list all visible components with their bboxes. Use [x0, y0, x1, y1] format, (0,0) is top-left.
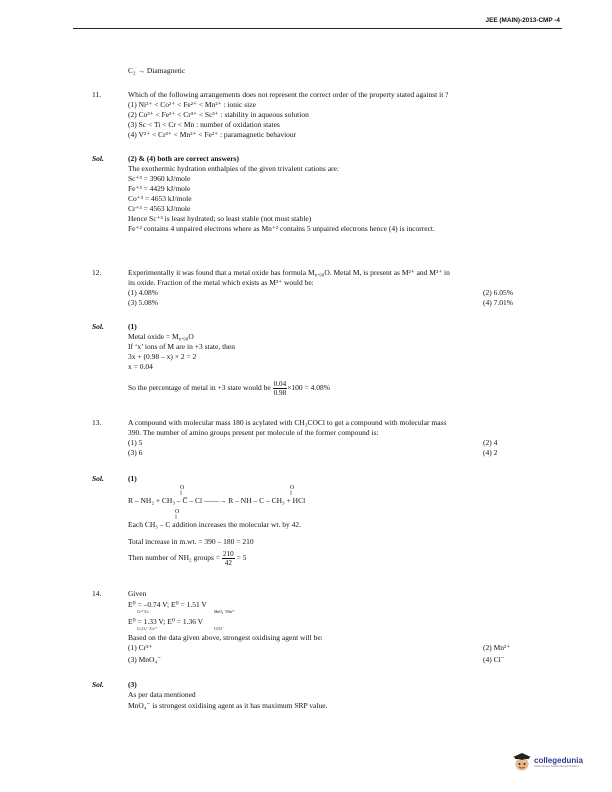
carbonyl-double-bond: || — [175, 515, 178, 520]
question-12-stem-line-2: its oxide. Fraction of the metal which exists as M³⁺ would be: — [128, 278, 314, 287]
carbonyl-double-bond: || — [290, 491, 293, 496]
question-12-option-3: (3) 5.08% — [128, 298, 158, 307]
acylation-reaction: R – NH₂ + CH₃ – C̅ – Cl ——→ R – NH – C – CH₃ + HCl — [128, 496, 306, 505]
potential-subscript: Cl/Cl⁻ — [214, 627, 225, 631]
question-14-stem: Based on the data given above, strongest oxidising agent will be: — [128, 633, 323, 642]
fraction-denominator: 42 — [224, 559, 232, 567]
potential-subscript: Cr₂O₇²⁻/Cr³⁺ — [137, 627, 158, 631]
solution-12-line: x = 0.04 — [128, 362, 153, 371]
question-14-option-1: (1) Cr³⁺ — [128, 643, 153, 652]
intro-line: C₂ → Diamagnetic — [128, 66, 186, 75]
question-13-stem-line-1: A compound with molecular mass 180 is acylated with CH₃COCl to get a compound with molecular mass — [128, 418, 447, 427]
solution-11-line: The exothermic hydration enthalpies of the given trivalent cations are: — [128, 164, 339, 173]
carbonyl-double-bond: || — [180, 491, 183, 496]
question-13-option-1: (1) 5 — [128, 438, 143, 447]
solution-12-answer: (1) — [128, 322, 137, 331]
question-12-option-4: (4) 7.01% — [483, 298, 513, 307]
solution-11-line: Cr⁺³ = 4563 kJ/mole — [128, 204, 191, 213]
solution-11-line: Sc⁺³ = 3960 kJ/mole — [128, 174, 191, 183]
solution-12-line: If ‘x’ ions of M are in +3 state, then — [128, 342, 235, 351]
solution-12-line: Metal oxide = M₀.₉₈O — [128, 332, 194, 341]
solution-14-label: Sol. — [92, 680, 104, 689]
solution-14-line: As per data mentioned — [128, 690, 196, 699]
carbonyl-oxygen: O — [175, 509, 180, 515]
question-12-option-2: (2) 6.05% — [483, 288, 513, 297]
question-13-option-2: (2) 4 — [483, 438, 498, 447]
logo-name: collegedunia — [534, 756, 583, 765]
question-14-option-3: (3) MnO₄⁻ — [128, 655, 162, 664]
solution-11-line: Hence Sc⁺³ is least hydrated; so least stable (not most stable) — [128, 214, 312, 223]
solution-14-line: MnO₄⁻ is strongest oxidising agent as it has maximum SRP value. — [128, 701, 328, 710]
logo-tagline: India's largest Student Review Platform — [534, 765, 580, 768]
question-14-option-2: (2) Mn²⁺ — [483, 643, 511, 652]
solution-13-line: Each CH₃ – C addition increases the molecular wt. by 42. — [128, 520, 301, 529]
question-11-option-2: (2) Co³⁺ < Fe³⁺ < Cr³⁺ < Sc³⁺ : stability in aqueous solution — [128, 110, 309, 119]
fraction-denominator: 0.98 — [273, 389, 287, 397]
solution-13-line: Total increase in m.wt. = 390 – 180 = 210 — [128, 537, 254, 546]
solution-11-line: Co⁺³ = 4653 kJ/mole — [128, 194, 192, 203]
question-11-option-1: (1) Ni²⁺ < Co²⁺ < Fe²⁺ < Mn²⁺ : ionic size — [128, 100, 256, 109]
percentage-text: So the percentage of metal in +3 state would be — [128, 383, 271, 393]
groups-fraction — [222, 550, 235, 567]
graduate-mascot-icon — [512, 752, 532, 772]
solution-13-label: Sol. — [92, 474, 104, 483]
question-11-stem: Which of the following arrangements does not represent the correct order of the property stated against it ? — [128, 90, 449, 99]
potential-subscript: MnO₄⁻/Mn²⁺ — [214, 610, 235, 614]
page-header: JEE (MAIN)-2013-CMP -4 — [485, 17, 560, 24]
potential-line-2: E⁰ = 1.33 V; E⁰ = 1.36 V — [128, 617, 204, 626]
potential-subscript: Cr³⁺/Cr — [137, 610, 149, 614]
question-11-number: 11. — [92, 90, 102, 99]
percentage-fraction — [273, 380, 288, 397]
solution-11-answer: (2) & (4) both are correct answers) — [128, 154, 239, 163]
groups-result: = 5 — [236, 553, 247, 563]
question-11-option-3: (3) Sc < Ti < Cr < Mn : number of oxidation states — [128, 120, 280, 129]
question-14-given: Given — [128, 589, 147, 598]
question-13-option-4: (4) 2 — [483, 448, 498, 457]
solution-12-percentage — [128, 380, 330, 397]
fraction-numerator: 0.04 — [273, 380, 287, 388]
solution-13-answer: (1) — [128, 474, 137, 483]
question-14-option-4: (4) Cl⁻ — [483, 655, 505, 664]
question-12-option-1: (1) 4.08% — [128, 288, 158, 297]
carbonyl-oxygen: O — [180, 485, 185, 491]
potential-line-1: E⁰ = –0.74 V; E⁰ = 1.51 V — [128, 600, 207, 609]
question-13-option-3: (3) 6 — [128, 448, 143, 457]
solution-11-label: Sol. — [92, 154, 104, 163]
groups-text: Then number of NH₂ groups = — [128, 553, 221, 563]
question-14-number: 14. — [92, 589, 102, 598]
question-12-stem-line-1: Experimentally it was found that a metal oxide has formula M₀.₉₈O. Metal M, is present as M²⁺ and M³⁺ in — [128, 268, 450, 277]
solution-14-answer: (3) — [128, 680, 137, 689]
header-rule — [73, 28, 562, 29]
question-11-option-4: (4) V²⁺ < Cr²⁺ < Mn²⁺ < Fe²⁺ : paramagnetic behaviour — [128, 130, 297, 139]
solution-12-label: Sol. — [92, 322, 104, 331]
question-13-stem-line-2: 390. The number of amino groups present per molecule of the former compound is: — [128, 428, 379, 437]
solution-11-line: Fe⁺² contains 4 unpaired electrons where as Mn⁺² contains 5 unpaired electrons hence (4) is incorrect. — [128, 224, 435, 233]
percentage-result: ×100 = 4.08% — [287, 383, 331, 393]
fraction-numerator: 210 — [222, 550, 234, 558]
carbonyl-oxygen: O — [290, 485, 295, 491]
solution-13-groups — [128, 550, 246, 567]
collegedunia-logo — [512, 752, 583, 772]
question-13-number: 13. — [92, 418, 102, 427]
solution-11-line: Fe⁺³ = 4429 kJ/mole — [128, 184, 191, 193]
question-12-number: 12. — [92, 268, 102, 277]
solution-12-line: 3x + (0.98 – x) × 2 = 2 — [128, 352, 197, 361]
